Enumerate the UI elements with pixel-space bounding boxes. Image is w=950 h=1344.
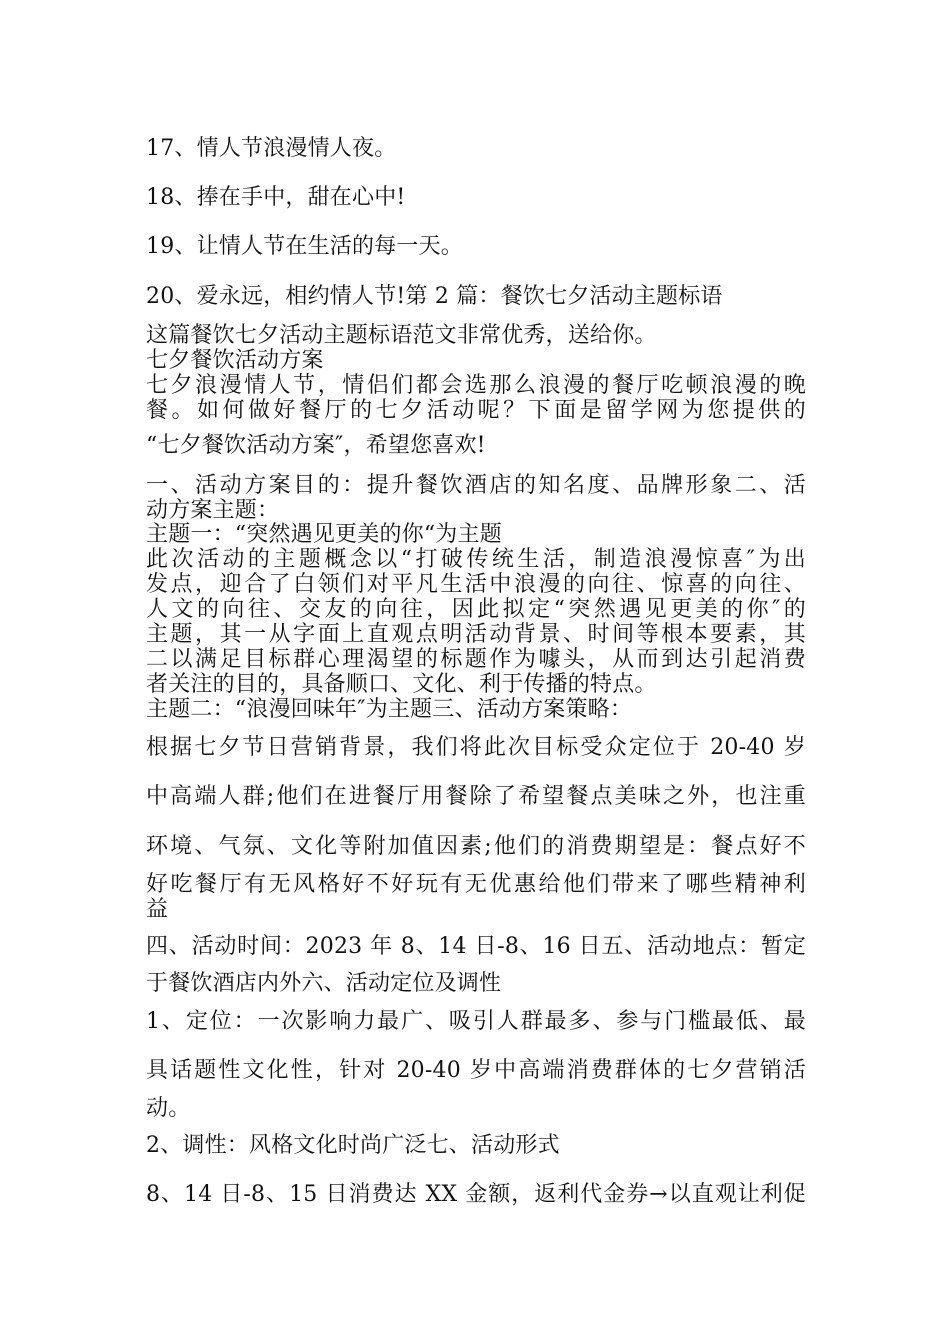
text-line: 于餐饮酒店内外六、活动定位及调性 [146, 971, 502, 996]
text-line: “七夕餐饮活动方案″，希望您喜欢! [146, 433, 486, 458]
text-line: 8、14 日-8、15 日消费达 XX 金额，返利代金券→以直观让利促 [146, 1182, 806, 1207]
text-line: 1、定位：一次影响力最广、吸引人群最多、参与门槛最低、最 [146, 1009, 806, 1034]
text-line: 具话题性文化性，针对 20-40 岁中高端消费群体的七夕营销活 [146, 1058, 806, 1083]
text-line: 此次活动的主题概念以“打破传统生活，制造浪漫惊喜″为出 [146, 547, 806, 572]
text-line: 人文的向往、交友的向往，因此拟定“突然遇见更美的你″的 [146, 597, 806, 622]
text-line: 根据七夕节日营销背景，我们将此次目标受众定位于 20-40 岁 [146, 735, 806, 760]
text-line: 环境、气氛、文化等附加值因素;他们的消费期望是：餐点好不 [146, 834, 806, 859]
text-line: 者关注的目的，具备顺口、文化、利于传播的特点。 [146, 672, 657, 697]
text-line: 七夕浪漫情人节，情侣们都会选那么浪漫的餐厅吃顿浪漫的晚 [146, 373, 806, 398]
text-line: 主题，其一从字面上直观点明活动背景、时间等根本要素，其 [146, 622, 806, 647]
text-line: 好吃餐厅有无风格好不好玩有无优惠给他们带来了哪些精神利 [146, 872, 806, 897]
text-line: 主题二：“浪漫回味年″为主题三、活动方案策略： [146, 697, 633, 722]
text-line: 动。 [146, 1096, 191, 1121]
text-line: 四、活动时间：2023 年 8、14 日-8、16 日五、活动地点：暂定 [146, 934, 806, 959]
text-line: 动方案主题： [146, 498, 280, 523]
text-line: 18、捧在手中，甜在心中! [146, 185, 406, 210]
text-line: 中高端人群;他们在进餐厅用餐除了希望餐点美味之外，也注重 [146, 784, 806, 809]
text-line: 19、让情人节在生活的每一天。 [146, 234, 463, 259]
text-line: 20、爱永远，相约情人节!第 2 篇：餐饮七夕活动主题标语 [146, 284, 723, 309]
text-line: 七夕餐饮活动方案 [146, 348, 324, 373]
text-line: 二以满足目标群心理渴望的标题作为噱头，从而到达引起消费 [146, 647, 806, 672]
text-line: 2、调性：风格文化时尚广泛七、活动形式 [146, 1133, 560, 1158]
text-line: 一、活动方案目的：提升餐饮酒店的知名度、品牌形象二、活 [146, 473, 806, 498]
text-line: 发点，迎合了白领们对平凡生活中浪漫的向往、惊喜的向往、 [146, 572, 806, 597]
text-line: 餐。如何做好餐厅的七夕活动呢？下面是留学网为您提供的 [146, 398, 806, 423]
text-line: 17、情人节浪漫情人夜。 [146, 136, 397, 161]
text-line: 益 [146, 897, 169, 922]
text-line: 这篇餐饮七夕活动主题标语范文非常优秀，送给你。 [146, 323, 657, 348]
text-line: 主题一：“突然遇见更美的你“为主题 [146, 522, 502, 547]
